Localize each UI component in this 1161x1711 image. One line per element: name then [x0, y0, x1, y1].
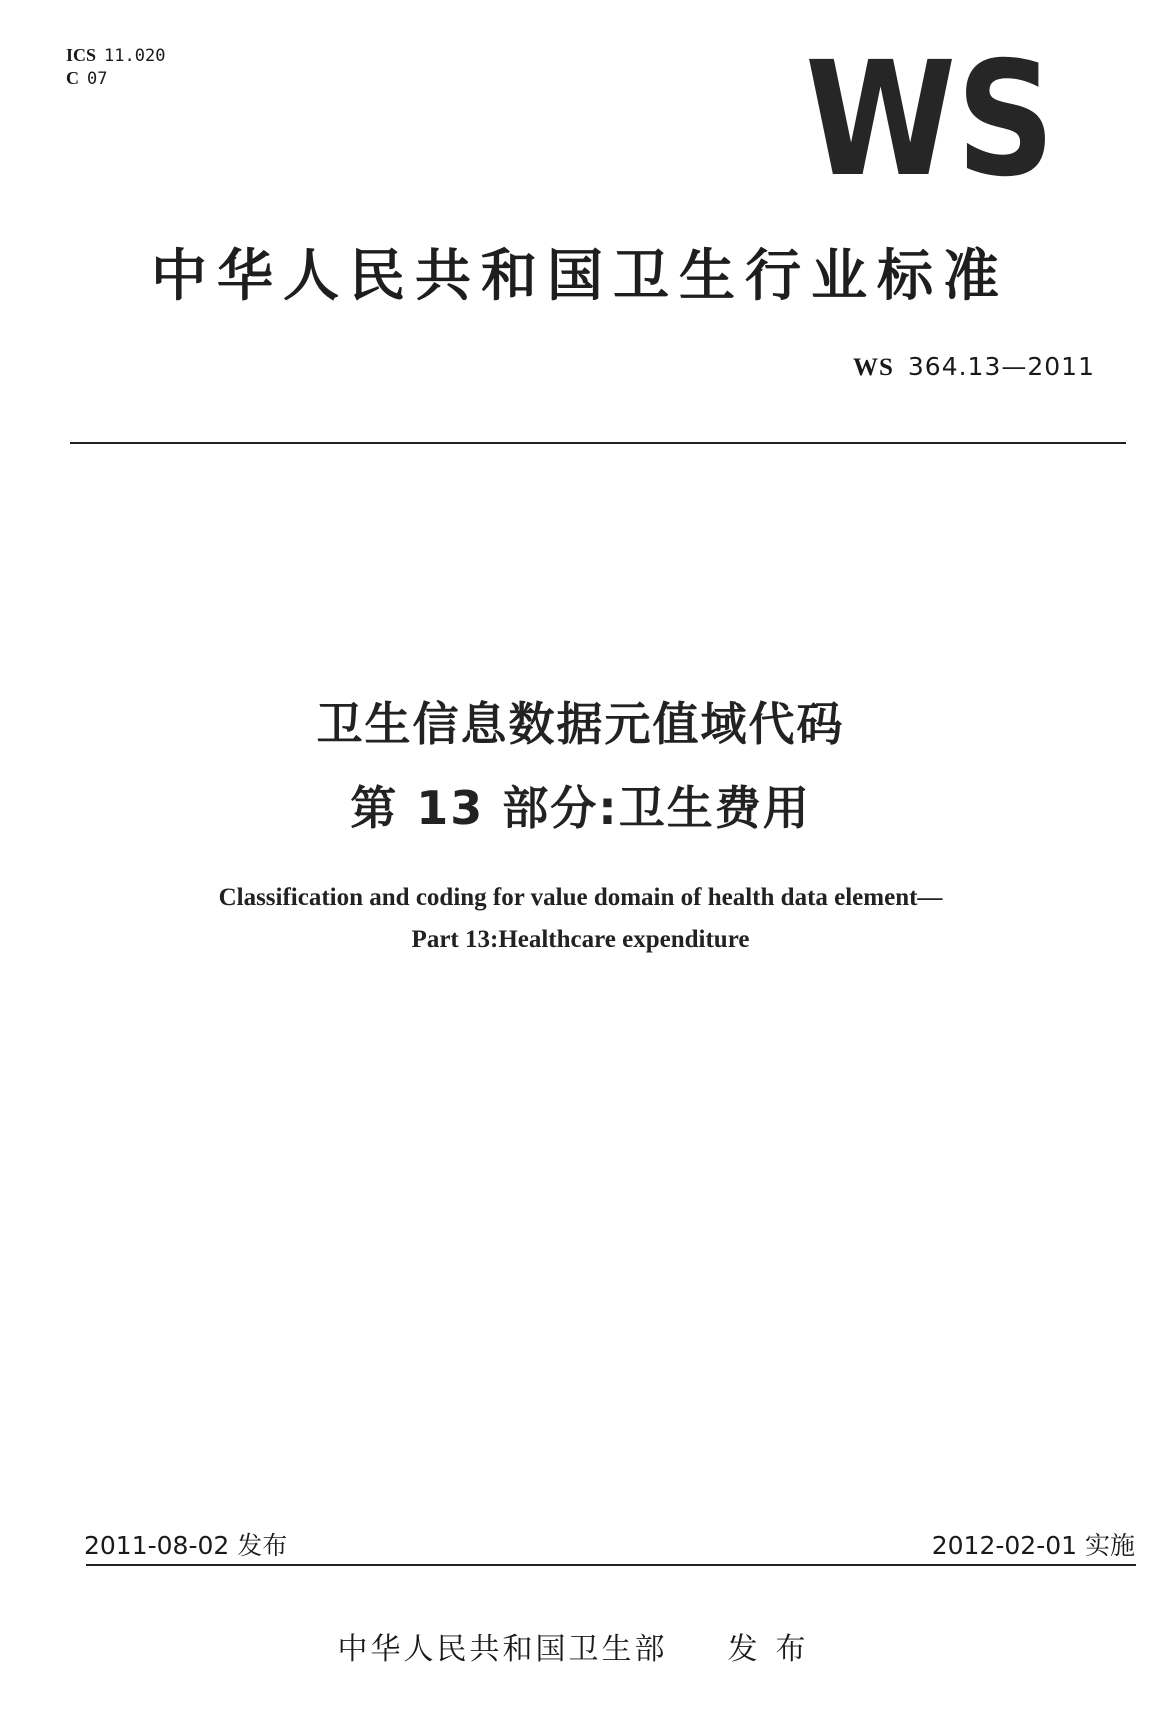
ws-logo [800, 28, 1060, 212]
ics-value: 11.020 [104, 46, 166, 66]
ccs-value: 07 [87, 69, 108, 89]
ics-code [66, 44, 165, 67]
document-title-en-line2: Part 13:Healthcare expenditure [411, 926, 750, 953]
standard-code: 364.13—2011 [907, 352, 1095, 381]
classification-codes [66, 44, 165, 90]
issuer-line [0, 1624, 1161, 1668]
ws-logo-text: WS [805, 28, 1055, 212]
footer-divider [86, 1564, 1136, 1566]
ccs-label: C [66, 68, 79, 88]
ics-label: ICS [66, 45, 97, 65]
header-divider [70, 442, 1126, 444]
issue-date: 2011-08-02 发布 [84, 1531, 288, 1560]
implementation-date: 2012-02-01 实施 [931, 1531, 1135, 1560]
standard-prefix: WS [852, 354, 894, 381]
ccs-code [66, 67, 165, 90]
document-title-en-line1: Classification and coding for value domain of health data element— [218, 884, 943, 911]
document-title-zh-line1: 卫生信息数据元值域代码 [316, 697, 845, 751]
issue-action: 发布 [727, 1632, 824, 1667]
issuing-authority: 中华人民共和国卫生部 [337, 1632, 668, 1667]
standard-number [853, 352, 1095, 382]
standard-category-title: 中华人民共和国卫生行业标准 [151, 244, 1009, 309]
document-title-zh-line2: 第 13 部分:卫生费用 [350, 781, 811, 835]
